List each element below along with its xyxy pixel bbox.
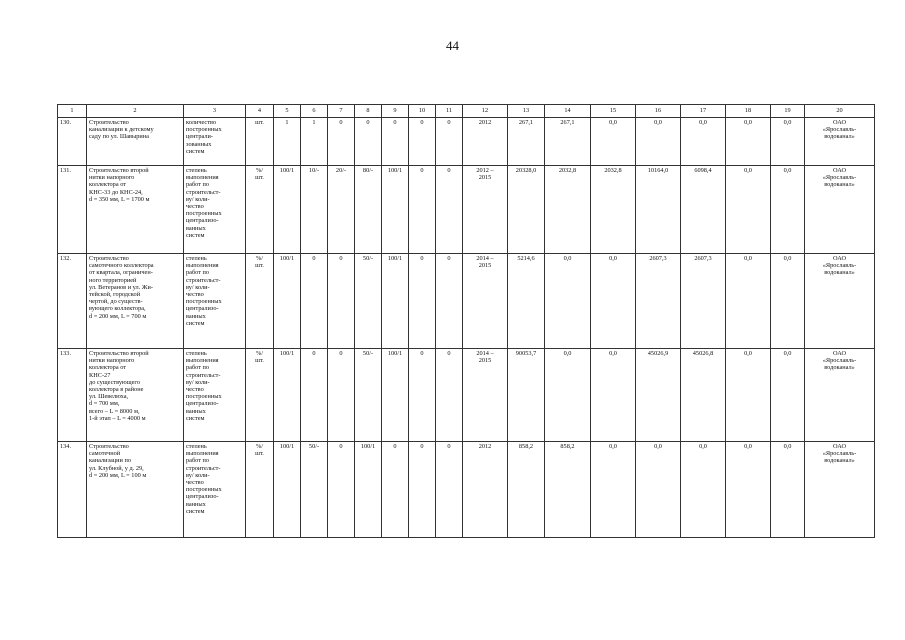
table-cell: 131. bbox=[58, 166, 87, 254]
table-cell: 100/1 bbox=[382, 254, 409, 349]
column-header: 15 bbox=[591, 105, 636, 118]
table-cell: ОАО «Ярославль- водоканал» bbox=[805, 349, 875, 442]
table-cell: 0 bbox=[328, 118, 355, 166]
table-cell: 2012 – 2015 bbox=[463, 166, 508, 254]
column-header: 6 bbox=[301, 105, 328, 118]
column-header: 13 bbox=[508, 105, 545, 118]
column-header: 7 bbox=[328, 105, 355, 118]
table-cell: 100/1 bbox=[382, 166, 409, 254]
table-cell: 20328,0 bbox=[508, 166, 545, 254]
table-cell: 0 bbox=[328, 349, 355, 442]
table-cell: 858,2 bbox=[508, 442, 545, 538]
column-header: 10 bbox=[409, 105, 436, 118]
table-cell: 0,0 bbox=[726, 254, 771, 349]
table-cell: %/ шт. bbox=[246, 254, 274, 349]
column-header: 19 bbox=[771, 105, 805, 118]
table-cell: 0 bbox=[409, 166, 436, 254]
table-cell: 5214,6 bbox=[508, 254, 545, 349]
table-cell: 0 bbox=[436, 349, 463, 442]
table-cell: 0,0 bbox=[591, 254, 636, 349]
table-cell: 0 bbox=[409, 118, 436, 166]
table-cell: 2032,8 bbox=[591, 166, 636, 254]
table-cell: 133. bbox=[58, 349, 87, 442]
table-cell: ОАО «Ярославль- водоканал» bbox=[805, 442, 875, 538]
table-row bbox=[58, 442, 875, 538]
table-cell: 0,0 bbox=[591, 442, 636, 538]
table-cell: 0,0 bbox=[591, 349, 636, 442]
table-cell: 0,0 bbox=[726, 349, 771, 442]
column-header: 8 bbox=[355, 105, 382, 118]
table-cell: 10/- bbox=[301, 166, 328, 254]
table-cell: 0,0 bbox=[636, 118, 681, 166]
table-cell: 132. bbox=[58, 254, 87, 349]
column-header: 20 bbox=[805, 105, 875, 118]
table-cell: %/ шт. bbox=[246, 349, 274, 442]
table-cell: количество построенных централи- зованных систем bbox=[184, 118, 246, 166]
column-header: 16 bbox=[636, 105, 681, 118]
table-cell: 100/1 bbox=[274, 349, 301, 442]
column-header: 12 bbox=[463, 105, 508, 118]
table-cell: 100/1 bbox=[274, 254, 301, 349]
table-cell: 50/- bbox=[355, 349, 382, 442]
table-cell: Строительство канализации к детскому саду по ул. Шавырина bbox=[87, 118, 184, 166]
table-cell: 267,1 bbox=[508, 118, 545, 166]
table-cell: 100/1 bbox=[382, 349, 409, 442]
table-cell: 0 bbox=[436, 118, 463, 166]
table-cell: 0,0 bbox=[771, 166, 805, 254]
table-cell: 0 bbox=[355, 118, 382, 166]
column-header: 18 bbox=[726, 105, 771, 118]
table-cell: 0,0 bbox=[681, 118, 726, 166]
table-cell: Строительство самотечной канализации по ул. Клубной, у д. 29, d = 200 мм, L = 100 м bbox=[87, 442, 184, 538]
table-cell: 0 bbox=[328, 442, 355, 538]
table-cell: 0 bbox=[436, 166, 463, 254]
table-cell: 0 bbox=[409, 442, 436, 538]
table-cell: степень выполнения работ по строительст- ву/ коли- чество построенных централизо- ванных систем bbox=[184, 442, 246, 538]
table-cell: 267,1 bbox=[545, 118, 591, 166]
table-cell: ОАО «Ярославль- водоканал» bbox=[805, 254, 875, 349]
table-cell: 100/1 bbox=[274, 166, 301, 254]
table-cell: 0,0 bbox=[726, 442, 771, 538]
table-cell: 2032,8 bbox=[545, 166, 591, 254]
table-cell: Строительство второй нитки напорного коллектора от КНС-33 до КНС-24, d = 350 мм, L = 1700 м bbox=[87, 166, 184, 254]
table-cell: 6098,4 bbox=[681, 166, 726, 254]
table-cell: 0 bbox=[409, 254, 436, 349]
data-table bbox=[57, 104, 875, 538]
table-cell: 2014 – 2015 bbox=[463, 349, 508, 442]
table-cell: 0 bbox=[382, 118, 409, 166]
table-cell: 100/1 bbox=[355, 442, 382, 538]
table-cell: 90053,7 bbox=[508, 349, 545, 442]
column-header: 11 bbox=[436, 105, 463, 118]
table-cell: 0 bbox=[301, 349, 328, 442]
table-cell: степень выполнения работ по строительст- ву/ коли- чество построенных централизо- ванных систем bbox=[184, 349, 246, 442]
table-cell: 0,0 bbox=[591, 118, 636, 166]
table-cell: 0 bbox=[301, 254, 328, 349]
table-cell: 858,2 bbox=[545, 442, 591, 538]
column-header: 5 bbox=[274, 105, 301, 118]
table-row bbox=[58, 349, 875, 442]
table-cell: 130. bbox=[58, 118, 87, 166]
table-cell: %/ шт. bbox=[246, 166, 274, 254]
table-cell: 0 bbox=[328, 254, 355, 349]
table-cell: Строительство самотечного коллектора от квартала, ограничен- ного территорией ул. Ветеранов и ул. Жи- тейской, городской чертой, до существ- вующего коллектора, d = 200 мм, L = 700 м bbox=[87, 254, 184, 349]
table-row bbox=[58, 118, 875, 166]
table-cell: Строительство второй нитки напорного коллектора от КНС-27 до существующего коллектора в районе ул. Шевелюха, d = 700 мм, всего – L = 8000 м, 1-й этап – L = 4000 м bbox=[87, 349, 184, 442]
table-cell: 10164,0 bbox=[636, 166, 681, 254]
column-header: 14 bbox=[545, 105, 591, 118]
table-cell: 134. bbox=[58, 442, 87, 538]
table-cell: 0 bbox=[436, 442, 463, 538]
column-header: 4 bbox=[246, 105, 274, 118]
table-cell: %/ шт. bbox=[246, 442, 274, 538]
table-cell: 0,0 bbox=[636, 442, 681, 538]
table-cell: 50/- bbox=[301, 442, 328, 538]
page-number: 44 bbox=[446, 38, 459, 53]
table-cell: 0,0 bbox=[771, 442, 805, 538]
table-cell: 2607,3 bbox=[636, 254, 681, 349]
table-cell: 1 bbox=[301, 118, 328, 166]
table-cell: 2012 bbox=[463, 442, 508, 538]
table-cell: 100/1 bbox=[274, 442, 301, 538]
column-header: 9 bbox=[382, 105, 409, 118]
table-cell: 0 bbox=[409, 349, 436, 442]
table-cell: 0,0 bbox=[771, 118, 805, 166]
column-header: 1 bbox=[58, 105, 87, 118]
column-header: 3 bbox=[184, 105, 246, 118]
table-cell: 45026,9 bbox=[636, 349, 681, 442]
table-cell: ОАО «Ярославль- водоканал» bbox=[805, 166, 875, 254]
table-cell: степень выполнения работ по строительст- ву/ коли- чество построенных централизо- ванных систем bbox=[184, 166, 246, 254]
table-cell: 0,0 bbox=[545, 254, 591, 349]
table-cell: 2014 – 2015 bbox=[463, 254, 508, 349]
table-cell: 0,0 bbox=[726, 118, 771, 166]
table-cell: 1 bbox=[274, 118, 301, 166]
table-row bbox=[58, 166, 875, 254]
table-cell: 80/- bbox=[355, 166, 382, 254]
header-row bbox=[58, 105, 875, 118]
table-cell: 20/- bbox=[328, 166, 355, 254]
column-header: 17 bbox=[681, 105, 726, 118]
table-row bbox=[58, 254, 875, 349]
table-cell: 2607,3 bbox=[681, 254, 726, 349]
table-body bbox=[58, 105, 875, 538]
table-cell: 0,0 bbox=[771, 254, 805, 349]
table-cell: 0,0 bbox=[681, 442, 726, 538]
table-cell: степень выполнения работ по строительст- ву/ коли- чество построенных централизо- ванных систем bbox=[184, 254, 246, 349]
column-header: 2 bbox=[87, 105, 184, 118]
table-cell: 50/- bbox=[355, 254, 382, 349]
table-cell: 2012 bbox=[463, 118, 508, 166]
table-cell: шт. bbox=[246, 118, 274, 166]
table-cell: ОАО «Ярославль- водоканал» bbox=[805, 118, 875, 166]
table-cell: 45026,8 bbox=[681, 349, 726, 442]
table-cell: 0,0 bbox=[726, 166, 771, 254]
table-cell: 0 bbox=[436, 254, 463, 349]
table-cell: 0 bbox=[382, 442, 409, 538]
table-cell: 0,0 bbox=[771, 349, 805, 442]
table-cell: 0,0 bbox=[545, 349, 591, 442]
